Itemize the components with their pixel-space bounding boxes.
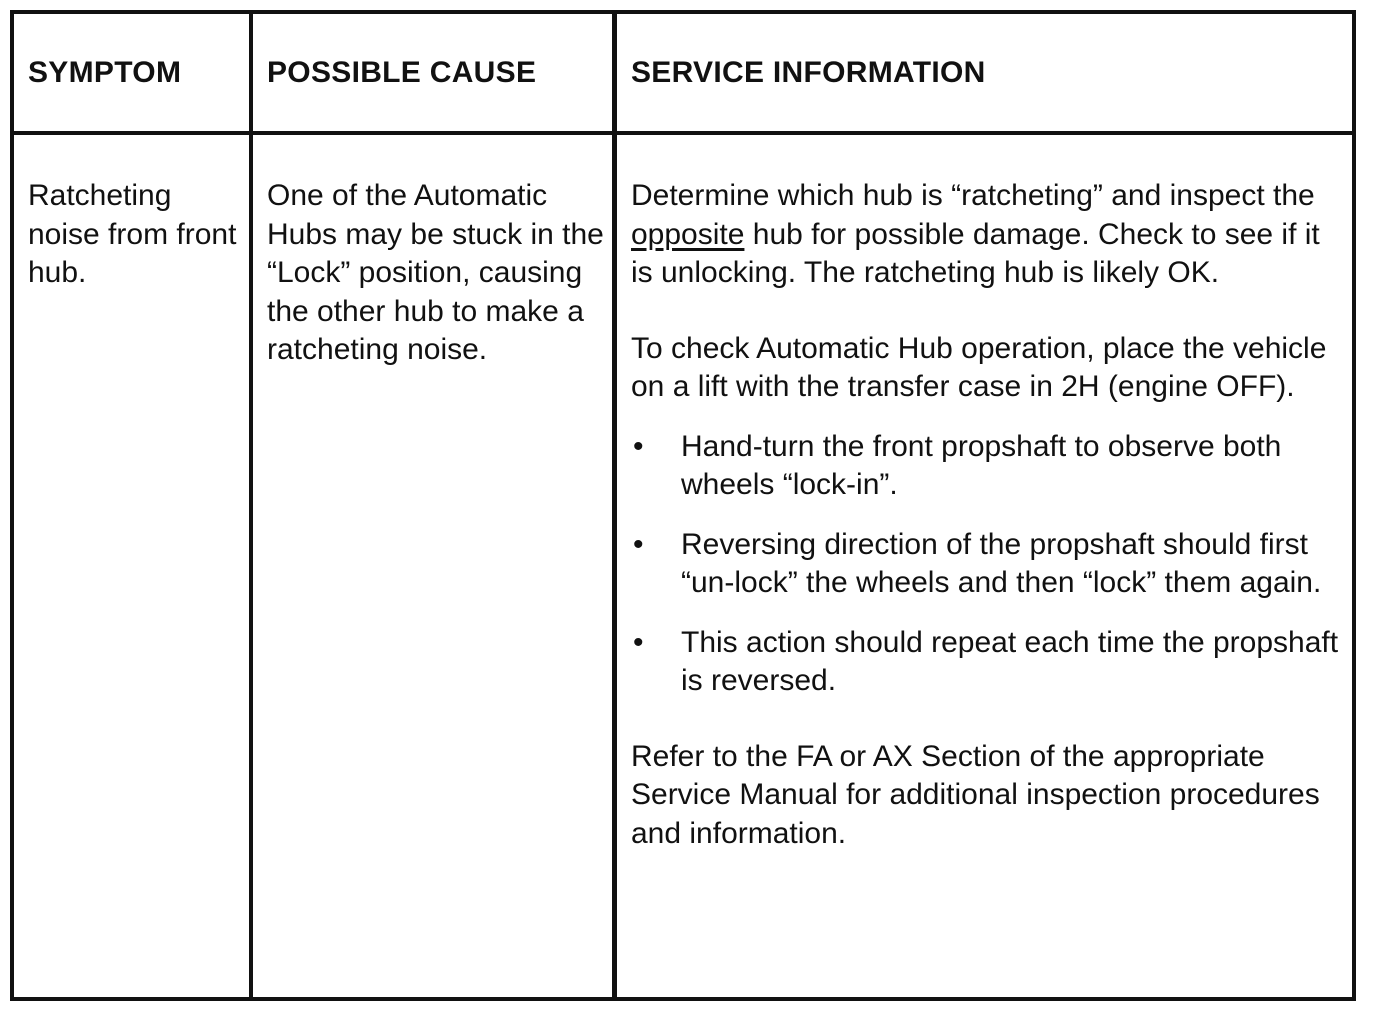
service-paragraph-1-end: hub for possible damage. Check to see if it is unlocking. The ratcheting hub is likely OK. xyxy=(631,217,1320,289)
service-bullet xyxy=(631,624,1349,701)
symptom-cell: Ratcheting noise from front hub. xyxy=(28,179,237,289)
service-bullet-text: Reversing direction of the propshaft should first “un-lock” the wheels and then “lock” them again. xyxy=(681,527,1322,599)
service-paragraph-1-start: Determine which hub is “ratcheting” and inspect the xyxy=(631,179,1315,212)
possible-cause-cell: One of the Automatic Hubs may be stuck in the “Lock” position, causing the other hub to make a ratcheting noise. xyxy=(267,179,604,366)
bullet-icon: • xyxy=(633,429,644,463)
service-paragraph-1 xyxy=(631,177,1349,293)
bullet-icon: • xyxy=(633,625,644,659)
service-bullet xyxy=(631,428,1349,505)
troubleshooting-table xyxy=(10,10,1356,1001)
header-service-information: SERVICE INFORMATION xyxy=(631,56,986,89)
header-divider xyxy=(14,131,1352,135)
service-bullet-text: This action should repeat each time the propshaft is reversed. xyxy=(681,625,1339,697)
column-divider xyxy=(249,14,253,997)
header-possible-cause: POSSIBLE CAUSE xyxy=(267,56,537,89)
service-paragraph-2: To check Automatic Hub operation, place the vehicle on a lift with the transfer case in 2H (engine OFF). xyxy=(631,331,1327,403)
service-paragraph-3: Refer to the FA or AX Section of the appropriate Service Manual for additional inspection procedures and information. xyxy=(631,739,1320,850)
bullet-icon: • xyxy=(633,527,644,561)
service-bullet-text: Hand-turn the front propshaft to observe both wheels “lock-in”. xyxy=(681,429,1282,501)
service-bullet xyxy=(631,526,1349,603)
header-symptom: SYMPTOM xyxy=(28,56,182,89)
opposite-underlined-text: opposite xyxy=(631,217,745,251)
service-information-cell xyxy=(631,177,1349,853)
column-divider xyxy=(612,14,617,997)
